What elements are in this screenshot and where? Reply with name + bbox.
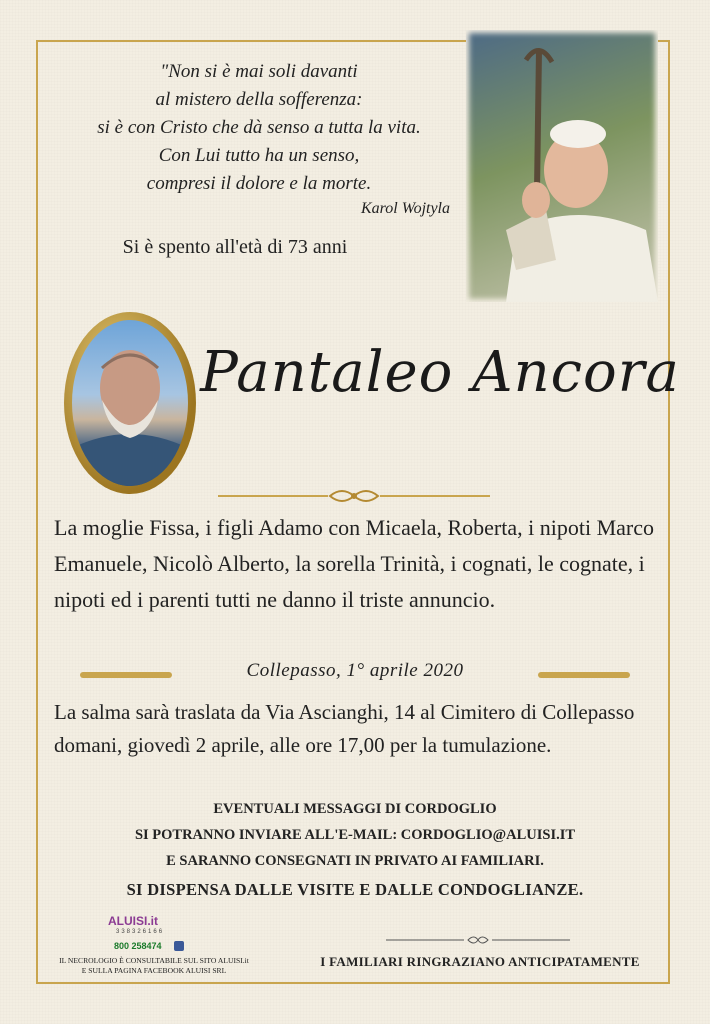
logo-digits: 338326166 <box>116 929 165 935</box>
footer-ornament <box>386 934 570 946</box>
pope-photo <box>466 30 658 302</box>
gold-bar-right <box>538 672 630 678</box>
quote-line: compresi il dolore e la morte. <box>146 173 372 194</box>
messages-line: EVENTUALI MESSAGGI DI CORDOGLIO <box>213 801 497 817</box>
messages-line: E SARANNO CONSEGNATI IN PRIVATO AI FAMILIARI. <box>166 853 544 869</box>
quote-line: si è con Cristo che dà senso a tutta la vita. <box>97 117 421 138</box>
quote-line: al mistero della sofferenza: <box>155 89 363 110</box>
age-text: Si è spento all'età di 73 anni <box>122 236 348 258</box>
announcement-text: La moglie Fissa, i figli Adamo con Micaela, Roberta, i nipoti Marco Emanuele, Nicolò Alberto, la sorella Trinità, i cognati, le cognate, i nipoti ed i parenti tutti ne danno il triste annuncio. <box>54 515 654 612</box>
deceased-name: Pantaleo Ancora <box>200 340 680 405</box>
aluisi-logo <box>108 912 198 928</box>
facebook-icon <box>174 941 184 951</box>
dispensa-text: SI DISPENSA DALLE VISITE E DALLE CONDOGLIANZE. <box>126 880 584 899</box>
gold-bar-left <box>80 672 172 678</box>
date-row <box>80 660 630 690</box>
footer-left-line: IL NECROLOGIO È CONSULTABILE SUL SITO ALUISI.it <box>59 956 249 965</box>
messages-line: SI POTRANNO INVIARE ALL'E-MAIL: CORDOGLIO@ALUISI.IT <box>134 827 576 843</box>
quote-line: Con Lui tutto ha un senso, <box>158 145 360 166</box>
funeral-info-text: La salma sarà traslata da Via Ascianghi, 14 al Cimitero di Collepasso domani, giovedì 2 aprile, alle ore 17,00 per la tumulazione. <box>54 700 635 757</box>
deceased-portrait <box>72 320 188 486</box>
thanks-text: I FAMILIARI RINGRAZIANO ANTICIPATAMENTE <box>320 954 640 969</box>
footer-left-note <box>46 956 262 976</box>
quote-block <box>60 58 458 198</box>
date-place: Collepasso, 1° aprile 2020 <box>246 660 464 681</box>
phone-number: 800 258474 <box>114 941 162 951</box>
portrait-face-illustration <box>72 320 188 486</box>
footer-left-line: E SULLA PAGINA FACEBOOK ALUISI SRL <box>81 966 227 975</box>
logo-brand: ALUISI.it <box>108 914 158 928</box>
quote-author: Karol Wojtyla <box>360 200 450 217</box>
pope-figure-illustration <box>466 30 658 302</box>
gold-divider-ornament <box>218 486 490 506</box>
condolence-messages <box>60 796 650 874</box>
quote-line: "Non si è mai soli davanti <box>160 61 358 82</box>
